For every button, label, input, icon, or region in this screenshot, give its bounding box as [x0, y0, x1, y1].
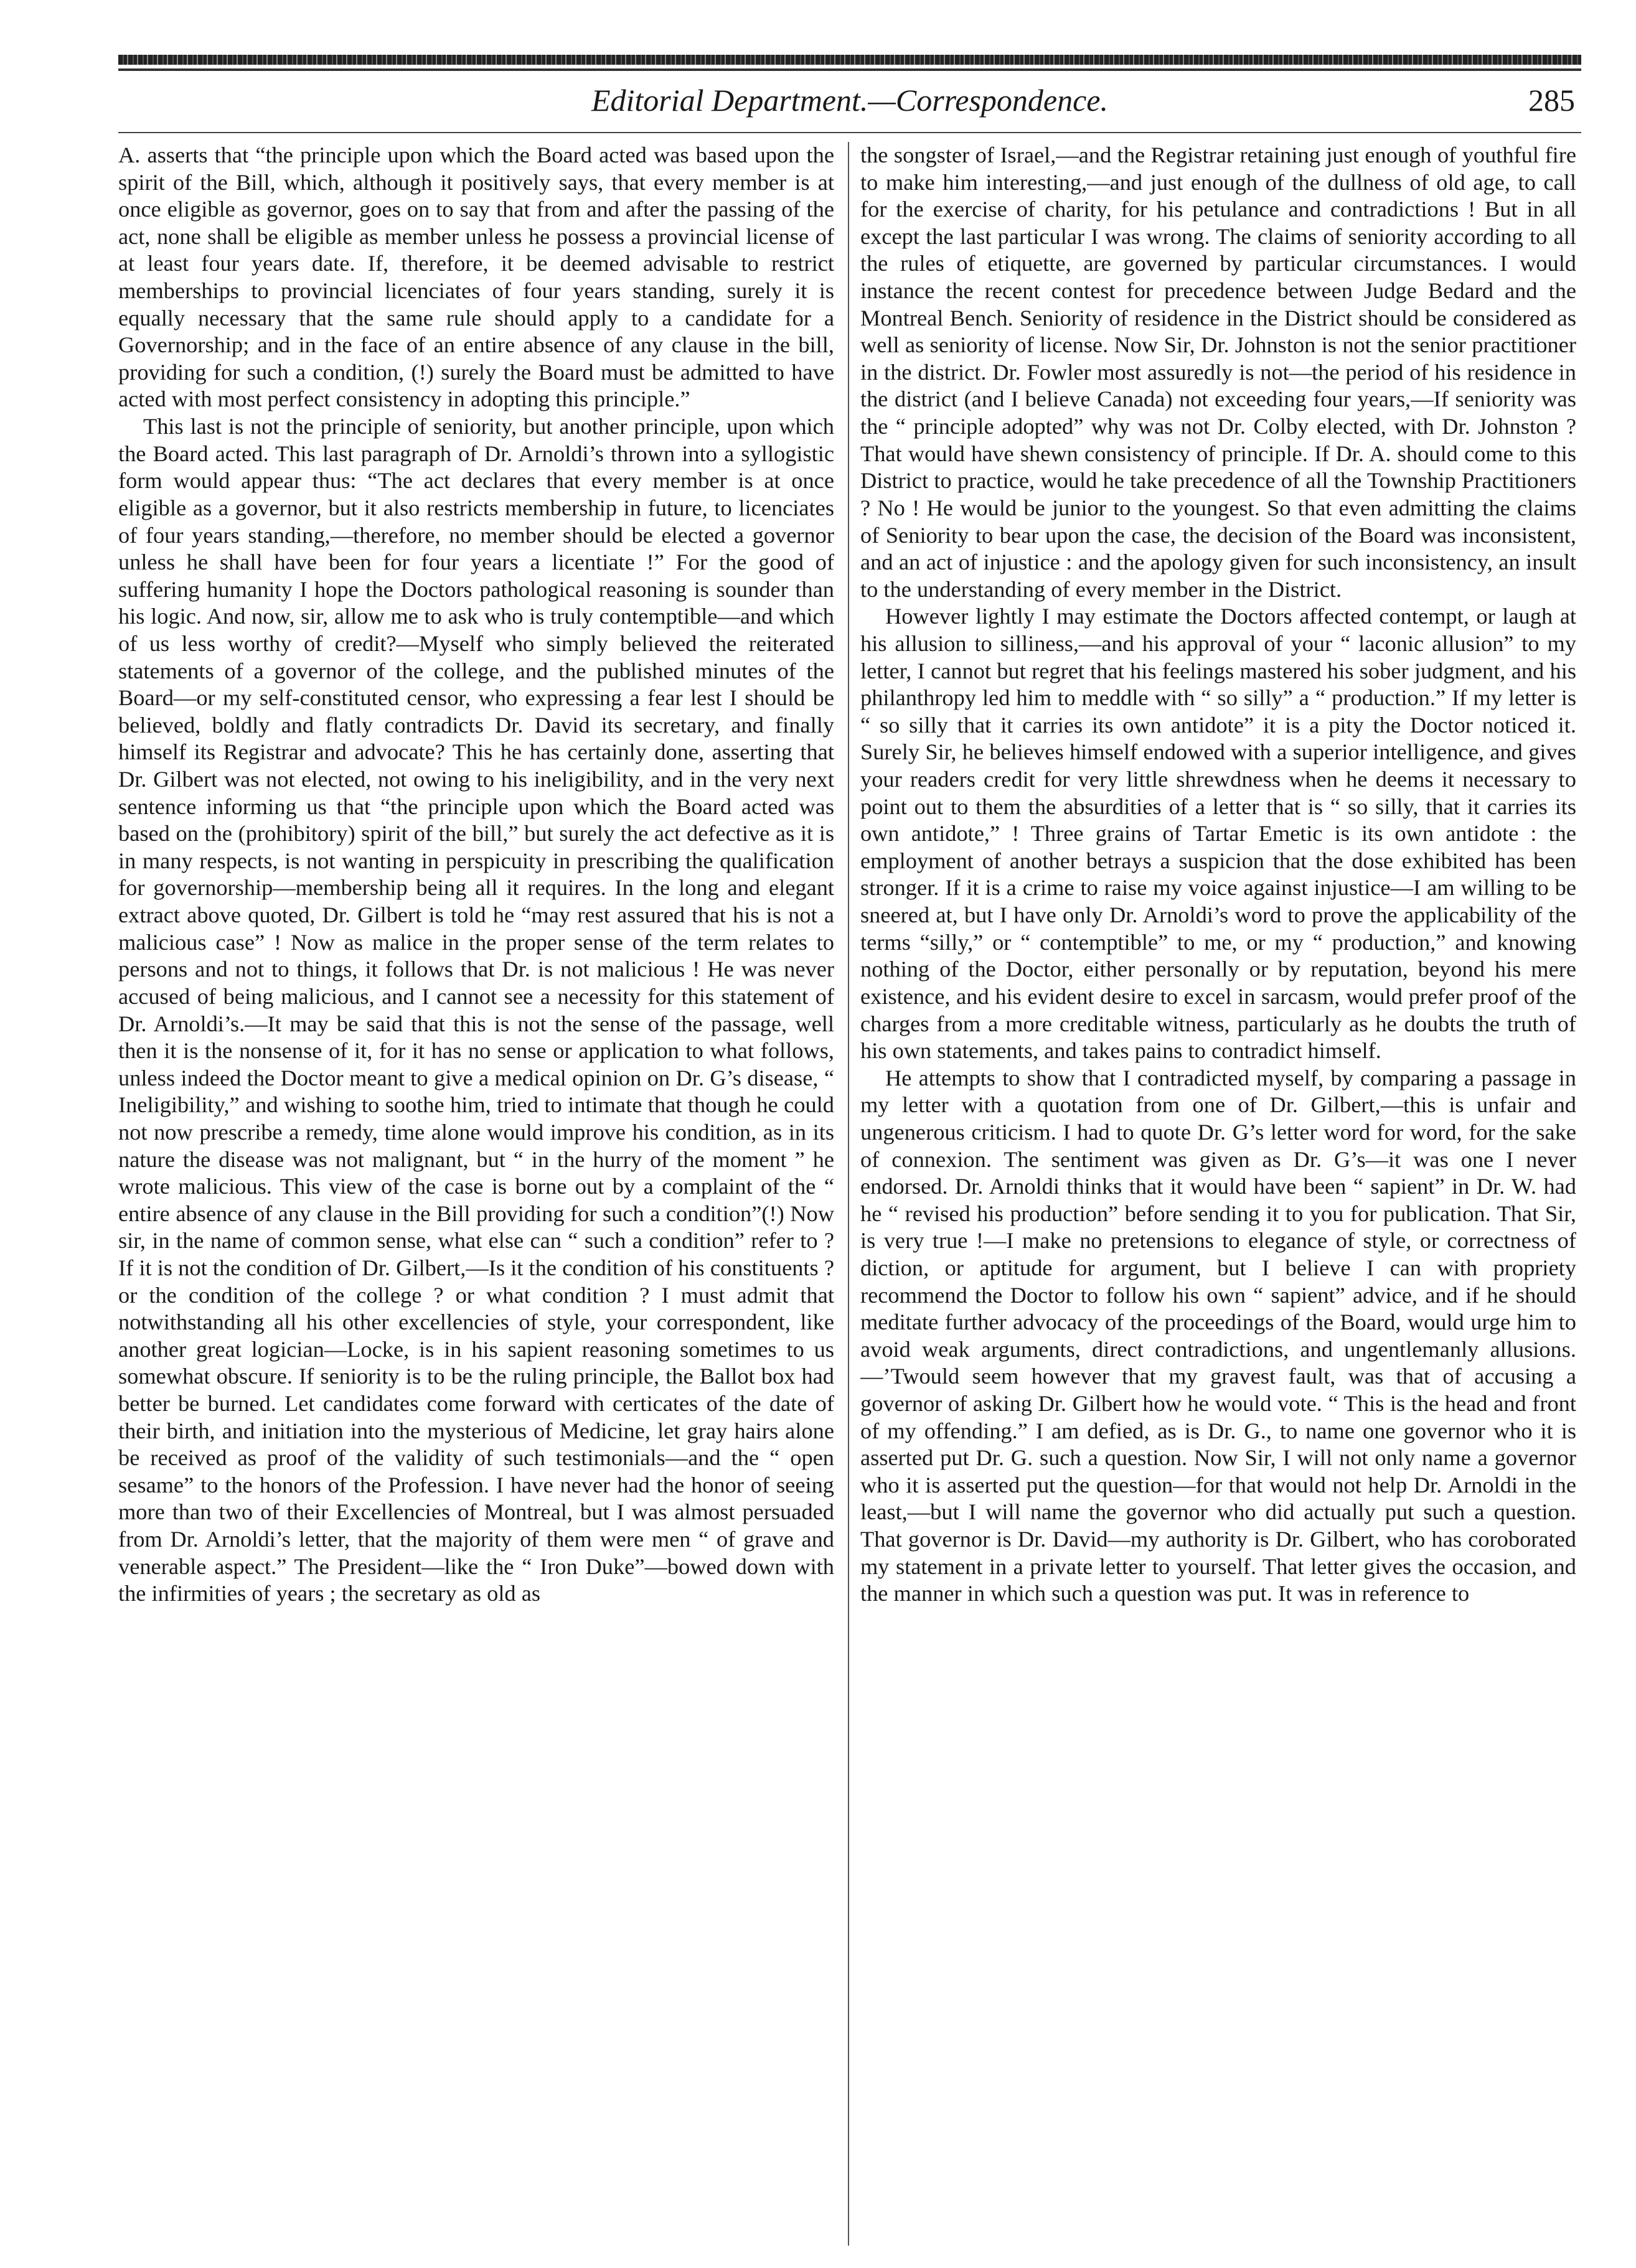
- header-rule: [118, 132, 1581, 133]
- running-head: Editorial Department.—Correspondence.: [591, 83, 1108, 118]
- paragraph: This last is not the principle of seniority, but another principle, upon which the Board acted. This last paragraph of Dr. Arnoldi’s thrown into a syllogistic form would appear thus: “The act declares that every member is at once eligible as a governor, but it also restricts membership in future, to licenciates of four years standing,—therefore, no member should be elected a governor unless he shall have been for four years a licentiate !” For the good of suffering humanity I hope the Doctors pathological reasoning is sounder than his logic. And now, sir, allow me to ask who is truly contemptible—and which of us less worthy of credit?—Myself who simply believed the reiterated statements of a governor of the college, and the published minutes of the Board—or my self-constituted censor, who expressing a fear lest I should be believed, boldly and flatly contradicts Dr. David its secretary, and finally himself its Registrar and advocate? This he has certainly done, asserting that Dr. Gilbert was not elected, not owing to his ineligibility, and in the very next sentence informing us that “the principle upon which the Board acted was based on the (prohibitory) spirit of the bill,” but surely the act defective as it is in many respects, is not wanting in perspicuity in prescribing the qualification for governorship—membership being all it requires. In the long and elegant extract above quoted, Dr. Gilbert is told he “may rest assured that his is not a malicious case” ! Now as malice in the proper sense of the term relates to persons and not to things, it follows that Dr. is not malicious ! He was never accused of being malicious, and I cannot see a necessity for this statement of Dr. Arnoldi’s.—It may be said that this is not the sense of the passage, well then it is the nonsense of it, for it has no sense or application to what follows, unless indeed the Doctor meant to give a medical opinion on Dr. G’s disease, “ Ineligibility,” and wishing to soothe him, tried to intimate that though he could not now prescribe a remedy, time alone would improve his condition, as in its nature the disease was not malignant, but “ in the hurry of the moment ” he wrote malicious. This view of the case is borne out by a complaint of the “ entire absence of any clause in the Bill providing for such a condition”(!) Now sir, in the name of common sense, what else can “ such a condition” refer to ? If it is not the condition of Dr. Gilbert,—Is it the condition of his constituents ? or the condition of the college ? or what condition ? I must admit that notwithstanding all his other excellencies of style, your correspondent, like another great logician—Locke, is in his sapient reasoning sometimes to us somewhat obscure. If seniority is to be the ruling principle, the Ballot box had better be burned. Let candidates come forward with certicates of the date of their birth, and initiation into the mysterious of Medicine, let gray hairs alone be received as proof of the validity of such testimonials—and the “ open sesame” to the honors of the Profession. I have never had the honor of seeing more than two of their Excellencies of Montreal, but I was almost persuaded from Dr. Arnoldi’s letter, that the majority of them were men “ of grave and venerable aspect.” The President—like the “ Iron Duke”—bowed down with the infirmities of years ; the secretary as old as: [118, 414, 834, 1606]
- left-column: [118, 142, 834, 2252]
- paragraph: He attempts to show that I contradicted myself, by comparing a passage in my letter with a quotation from one of Dr. Gilbert,—this is unfair and ungenerous criticism. I had to quote Dr. G’s letter word for word, for the sake of connexion. The sentiment was given as Dr. G’s—it was one I never endorsed. Dr. Arnoldi thinks that it would have been “ sapient” in Dr. W. had he “ revised his production” before sending it to you for publication. That Sir, is very true !—I make no pretensions to elegance of style, or correctness of diction, or aptitude for argument, but I believe I can with propriety recommend the Doctor to follow his own “ sapient” advice, and if he should meditate further advocacy of the proceedings of the Board, would urge him to avoid weak arguments, direct contradictions, and ungentlemanly allusions.—’Twould seem however that my gravest fault, was that of accusing a governor of asking Dr. Gilbert how he would vote. “ This is the head and front of my offending.” I am defied, as is Dr. G., to name one governor who it is asserted put Dr. G. such a question. Now Sir, I will not only name a governor who it is asserted put the question—for that would not help Dr. Arnoldi in the least,—but I will name the governor who did actually put such a question. That governor is Dr. David—my authority is Dr. Gilbert, who has coroborated my statement in a private letter to yourself. That letter gives the occasion, and the manner in which such a question was put. It was in reference to: [860, 1065, 1576, 1606]
- page-header: [118, 82, 1581, 126]
- right-column: [860, 142, 1576, 2252]
- paragraph: the songster of Israel,—and the Registrar retaining just enough of youthful fire to make him interesting,—and just enough of the dullness of old age, to call for the exercise of charity, for his petulance and contradictions ! But in all except the last particular I was wrong. The claims of seniority according to all the rules of etiquette, are governed by particular circumstances. I would instance the recent contest for precedence between Judge Bedard and the Montreal Bench. Seniority of residence in the District should be considered as well as seniority of license. Now Sir, Dr. Johnston is not the senior practitioner in the district. Dr. Fowler most assuredly is not—the period of his residence in the district (and I believe Canada) not exceeding four years,—If seniority was the “ principle adopted” why was not Dr. Colby elected, with Dr. Johnston ? That would have shewn consistency of principle. If Dr. A. should come to this District to practice, would he take precedence of all the Township Practitioners ? No ! He would be junior to the youngest. So that even admitting the claims of Seniority to bear upon the case, the decision of the Board was inconsistent, and an act of injustice : and the apology given for such inconsistency, an insult to the understanding of every member in the District.: [860, 143, 1576, 602]
- top-thin-rule: [118, 68, 1581, 71]
- column-divider: [848, 142, 849, 2246]
- paragraph: However lightly I may estimate the Doctors affected contempt, or laugh at his allusion to silliness,—and his approval of your “ laconic allusion” to my letter, I cannot but regret that his feelings mastered his sober judgment, and his philanthropy led him to meddle with “ so silly” a “ production.” If my letter is “ so silly that it carries its own antidote” it is a pity the Doctor noticed it. Surely Sir, he believes himself endowed with a superior intelligence, and gives your readers credit for very little shrewdness when he deems it necessary to point out to them the absurdities of a letter that is “ so silly, that it carries its own antidote,” ! Three grains of Tartar Emetic is its own antidote : the employment of another betrays a suspicion that the dose exhibited has been stronger. If it is a crime to raise my voice against injustice—I am willing to be sneered at, but I have only Dr. Arnoldi’s word to prove the applicability of the terms “silly,” or “ contemptible” to me, or my “ production,” and knowing nothing of the Doctor, either personally or by reputation, beyond his mere existence, and his evident desire to excel in sarcasm, would prefer proof of the charges from a more creditable witness, particularly as he doubts the truth of his own statements, and takes pains to contradict himself.: [860, 604, 1576, 1064]
- paragraph: A. asserts that “the principle upon which the Board acted was based upon the spirit of the Bill, which, although it positively says, that every member is at once eligible as governor, goes on to say that from and after the passing of the act, none shall be eligible as member unless he possess a provincial license of at least four years date. If, therefore, it be deemed advisable to restrict memberships to provincial licenciates of four years standing, surely it is equally necessary that the same rule should apply to a candidate for a Governorship; and in the face of an entire absence of any clause in the bill, providing for such a condition, (!) surely the Board must be admitted to have acted with most perfect consistency in adopting this principle.”: [118, 143, 834, 412]
- top-decorative-rule: [118, 55, 1581, 65]
- page-number: 285: [1528, 83, 1575, 118]
